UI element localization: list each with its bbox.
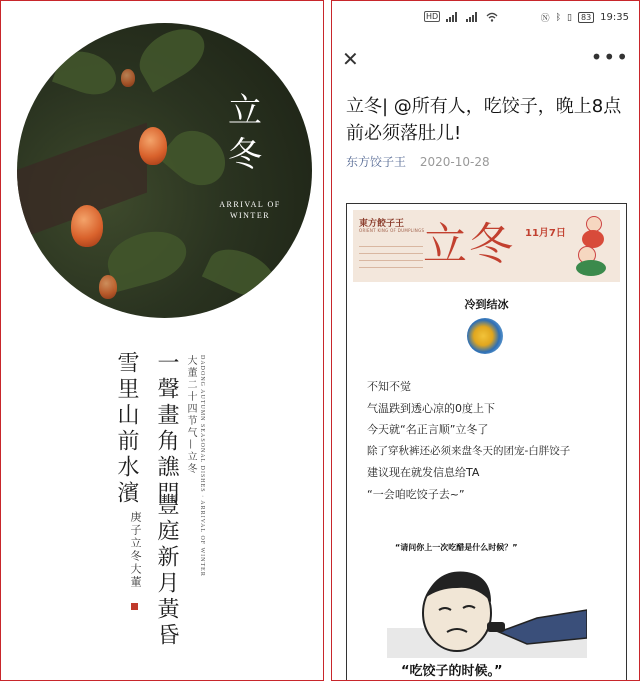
banner-brand: 東方餃子王 — [359, 219, 405, 229]
article-content-card — [346, 203, 627, 681]
banner-date: 11月7日 — [525, 228, 566, 239]
body-line: 除了穿秋裤还必须来盘冬天的团宠-白胖饺子 — [367, 444, 571, 457]
red-seal-stamp — [131, 603, 138, 610]
section-heading: 冷到结冰 — [464, 298, 509, 311]
signal-icon — [446, 12, 460, 22]
solar-term-photo — [17, 23, 312, 318]
body-line: 今天就“名正言顺”立冬了 — [367, 423, 489, 436]
article-title: 立冬| @所有人，吃饺子，晚上8点前必须落肚儿! — [346, 96, 622, 144]
photo-title: 立冬 — [228, 91, 262, 175]
banner-decor-lines — [359, 240, 423, 276]
poem-english-line: DADONG AUTUMN SEASONAL DISHES · ARRIVAL OF WINTER — [199, 355, 205, 577]
cartoon-kids-illustration — [574, 216, 612, 276]
body-line: 不知不觉 — [367, 380, 411, 393]
meme-illustration — [387, 558, 587, 658]
bluetooth-icon: ᛒ — [555, 12, 562, 23]
poem-column-1: 一聲畫角譙門 — [154, 351, 179, 507]
author-link[interactable]: 东方饺子王 — [346, 155, 407, 169]
article-body — [367, 376, 617, 505]
leaf-shape — [52, 44, 122, 102]
lantern-flower — [99, 275, 117, 299]
poem-column-2: 豐庭新月黃昏 — [154, 493, 179, 649]
body-line: 气温跌到透心凉的0度上下 — [367, 401, 495, 415]
lantern-flower — [71, 205, 103, 247]
meme-caption: “请问你上一次吃醋是什么时候？” — [395, 543, 518, 552]
banner-big-text: 立冬 — [423, 219, 515, 270]
nfc-icon: Ⓝ — [540, 14, 550, 24]
meme-microphone — [487, 622, 505, 632]
vibrate-icon: ▯ — [567, 12, 572, 23]
meme-bottom-caption: “吃饺子的时候。” — [401, 664, 503, 679]
poem-column-3: 雪里山前水濱 — [114, 351, 139, 507]
poem-signature: 庚子立冬大董 — [129, 511, 142, 589]
kid-body — [576, 260, 606, 276]
poem-heading: 大董二十四节气—立冬 — [185, 355, 196, 475]
leaf-shape — [202, 240, 282, 306]
body-line: “一会咱吃饺子去~” — [367, 487, 465, 501]
status-signal-group — [424, 11, 498, 22]
close-button[interactable]: ✕ — [342, 47, 359, 71]
status-bar — [332, 11, 639, 29]
leaf-shape — [130, 23, 213, 92]
status-right-group — [541, 11, 629, 24]
lantern-flower — [121, 69, 135, 87]
right-panel — [331, 0, 640, 681]
more-options-button[interactable]: ••• — [590, 45, 629, 69]
signal-icon — [466, 12, 480, 22]
banner-brand-sub: ORIENT KING OF DUMPLINGS — [359, 228, 425, 233]
status-time: 19:35 — [600, 12, 629, 23]
photo-subtitle: ARRIVAL OF WINTER — [219, 200, 281, 220]
wifi-icon — [486, 12, 498, 22]
article-meta — [346, 153, 490, 170]
hd-icon: HD — [426, 12, 439, 21]
lantern-flower — [139, 127, 167, 165]
publish-date: 2020-10-28 — [419, 155, 490, 169]
battery-icon: 83 — [578, 12, 594, 23]
article-topbar — [332, 45, 639, 77]
body-line: 建议现在就发信息给TA — [367, 466, 480, 479]
earth-sticker-icon — [467, 318, 503, 354]
promo-banner — [353, 210, 620, 282]
